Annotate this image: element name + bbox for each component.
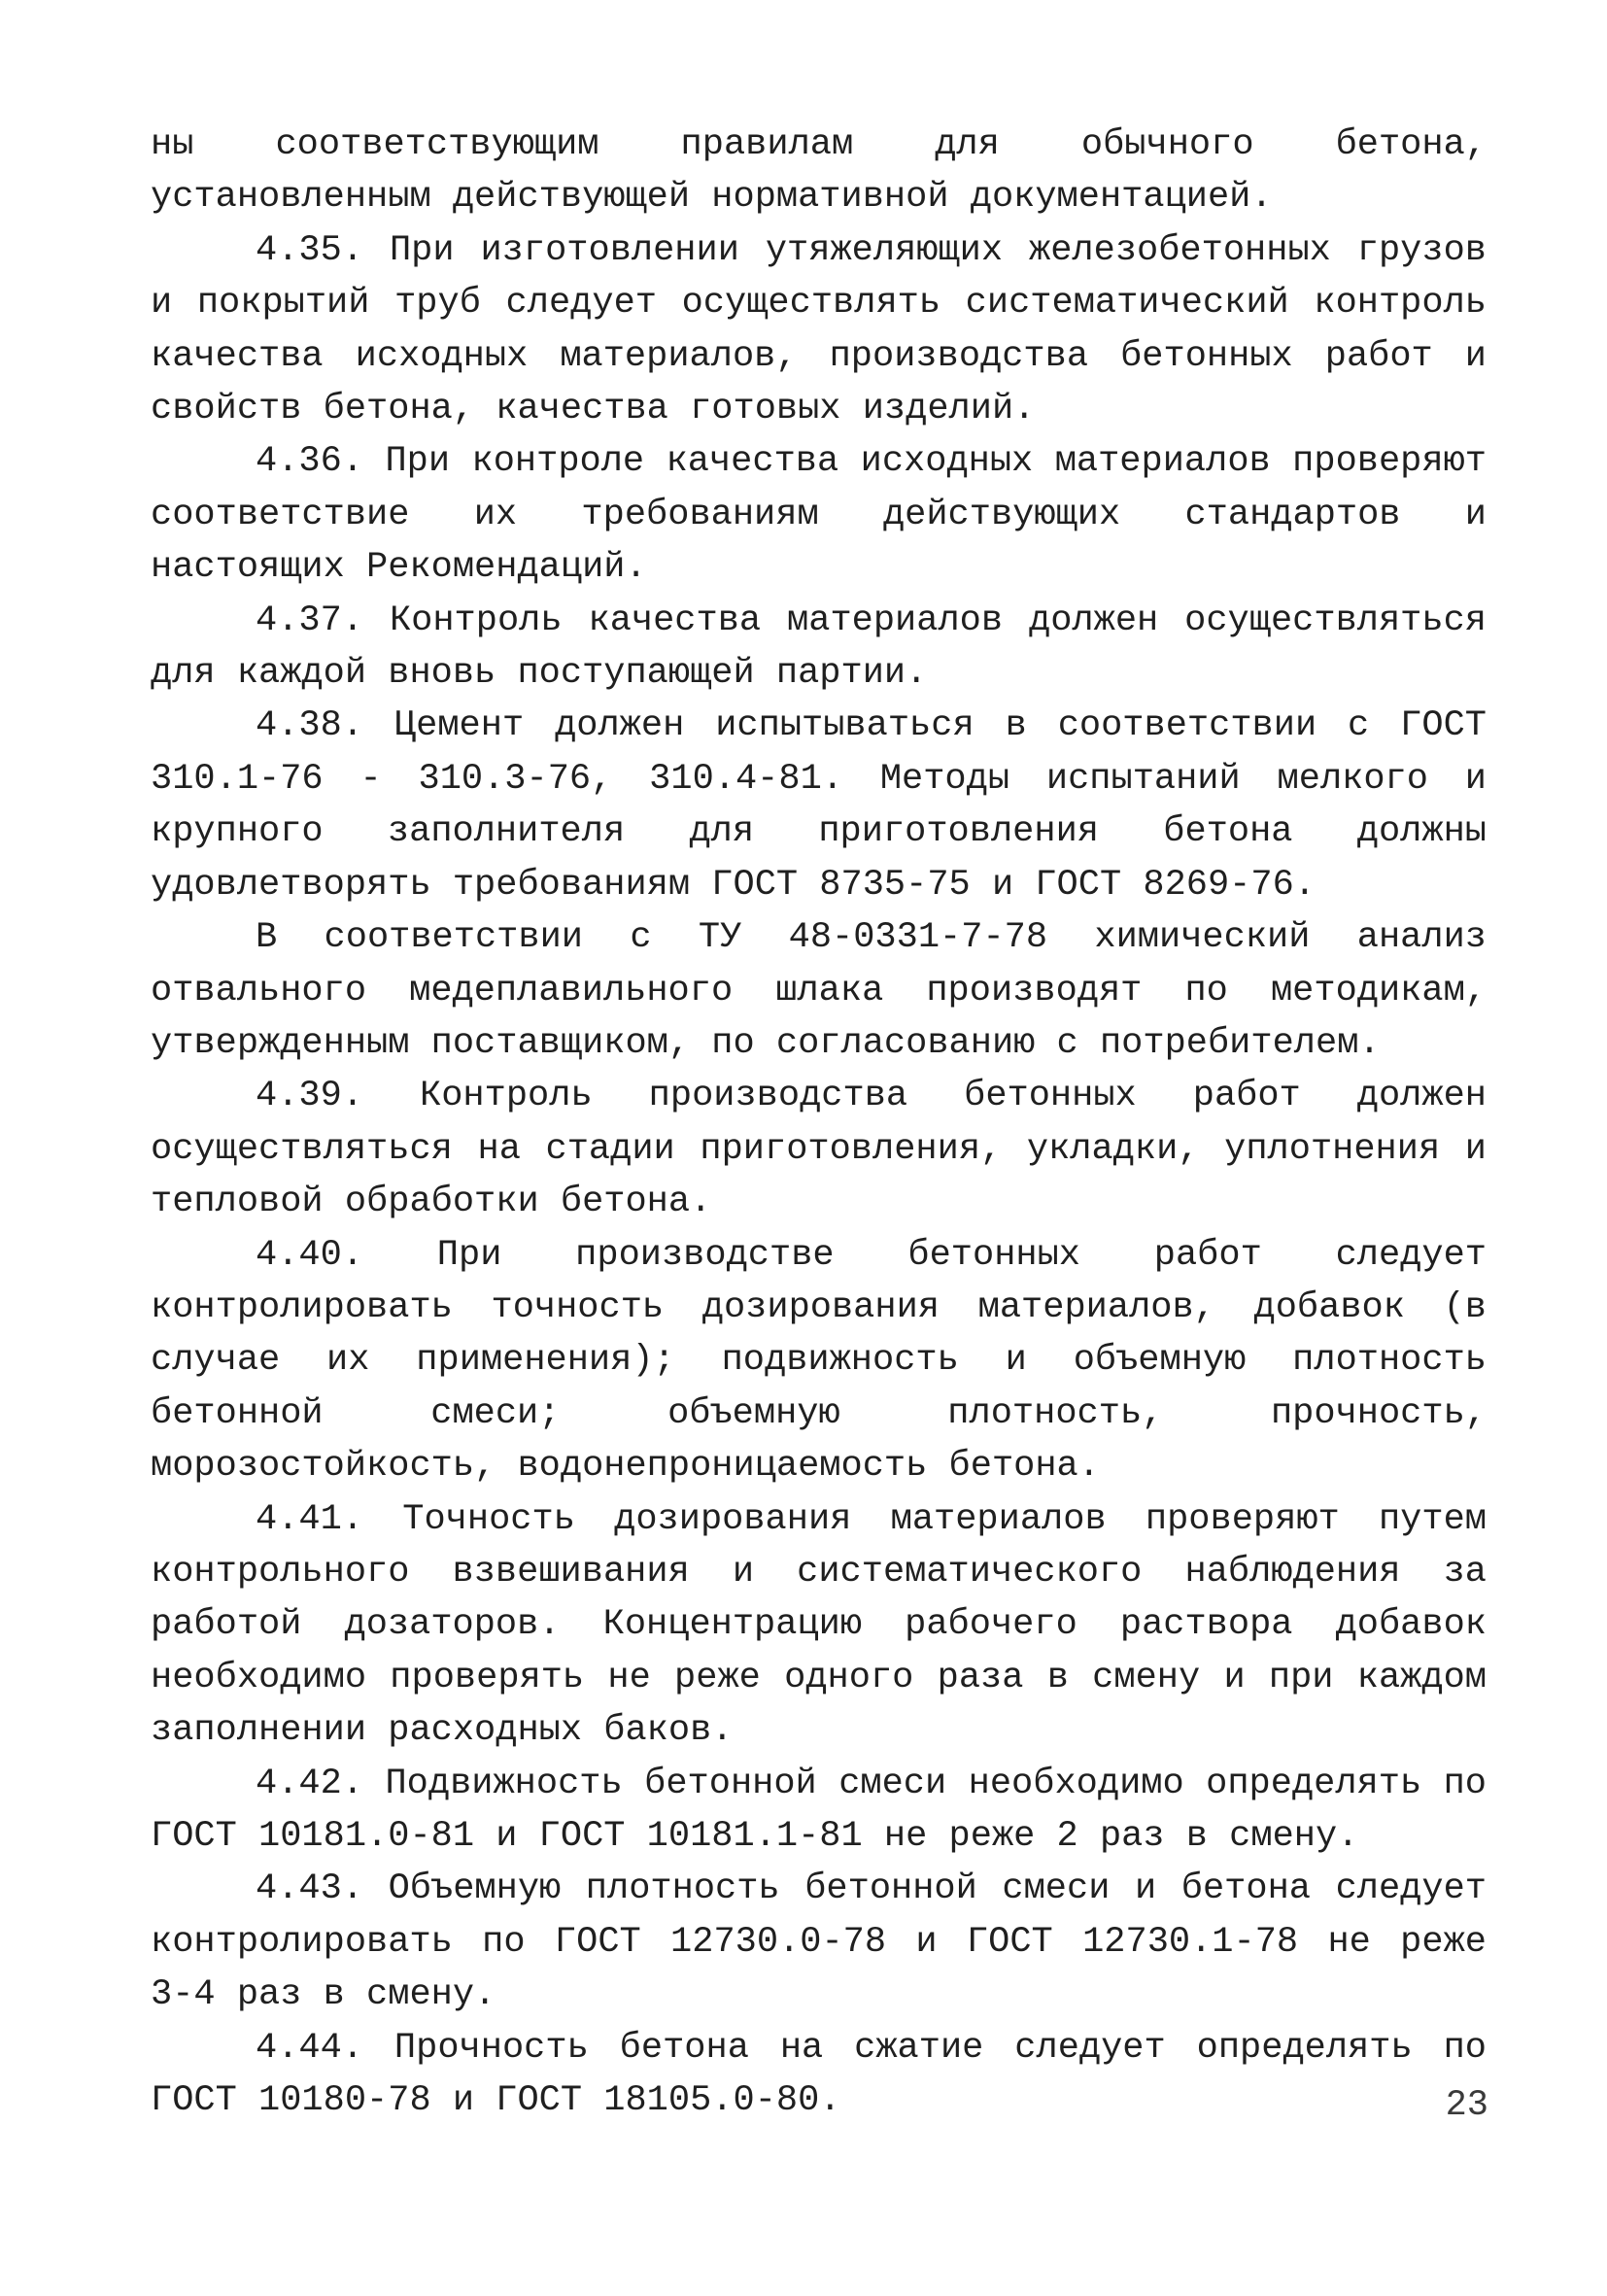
paragraph-4-36: 4.36. При контроле качества исходных материалов проверяют соответствие их требованиям действующих стандартов и настоящих Рекомендаций. <box>151 441 1487 589</box>
paragraph-4-40: 4.40. При производстве бетонных работ следует контролировать точность дозирования материалов, добавок (в случае их применения); подвижность и объемную плотность бетонной смеси; объемную плотность, прочность, морозостойкость, водонепроницаемость бетона. <box>151 1234 1487 1488</box>
paragraph-4-42: 4.42. Подвижность бетонной смеси необходимо определять по ГОСТ 10181.0-81 и ГОСТ 10181.1-81 не реже 2 раз в смену. <box>151 1763 1487 1857</box>
paragraph-4-43: 4.43. Объемную плотность бетонной смеси и бетона следует контролировать по ГОСТ 12730.0-78 и ГОСТ 12730.1-78 не реже 3-4 раз в смену. <box>151 1868 1487 2016</box>
paragraph-4-35: 4.35. При изготовлении утяжеляющих железобетонных грузов и покрытий труб следует осуществлять систематический контроль качества исходных материалов, производства бетонных работ и свойств бетона, качества готовых изделий. <box>151 229 1487 430</box>
paragraph-4-41: 4.41. Точность дозирования материалов проверяют путем контрольного взвешивания и систематического наблюдения за работой дозаторов. Концентрацию рабочего раствора добавок необходимо проверять не реже одного раза в смену и при каждом заполнении расходных баков. <box>151 1498 1487 1752</box>
paragraph-4-39: 4.39. Контроль производства бетонных работ должен осуществляться на стадии приготовления, укладки, уплотнения и тепловой обработки бетона. <box>151 1076 1487 1223</box>
paragraph-4-37: 4.37. Контроль качества материалов должен осуществляться для каждой вновь поступающей партии. <box>151 600 1487 695</box>
paragraph-4-44: 4.44. Прочность бетона на сжатие следует определять по ГОСТ 10180-78 и ГОСТ 18105.0-80. <box>151 2027 1487 2122</box>
paragraph-4-38-analysis: В соответствии с ТУ 48-0331-7-78 химический анализ отвального медеплавильного шлака производят по методикам, утвержденным поставщиком, по согласованию с потребителем. <box>151 917 1487 1064</box>
body-text <box>151 119 1487 2127</box>
paragraph-4-38: 4.38. Цемент должен испытываться в соответствии с ГОСТ 310.1-76 - 310.3-76, 310.4-81. Методы испытаний мелкого и крупного заполнителя для приготовления бетона должны удовлетворять требованиям ГОСТ 8735-75 и ГОСТ 8269-76. <box>151 705 1487 906</box>
paragraph-continuation: ны соответствующим правилам для обычного бетона, установленным действующей нормативной документацией. <box>151 124 1487 219</box>
page-number: 23 <box>1445 2085 1488 2126</box>
